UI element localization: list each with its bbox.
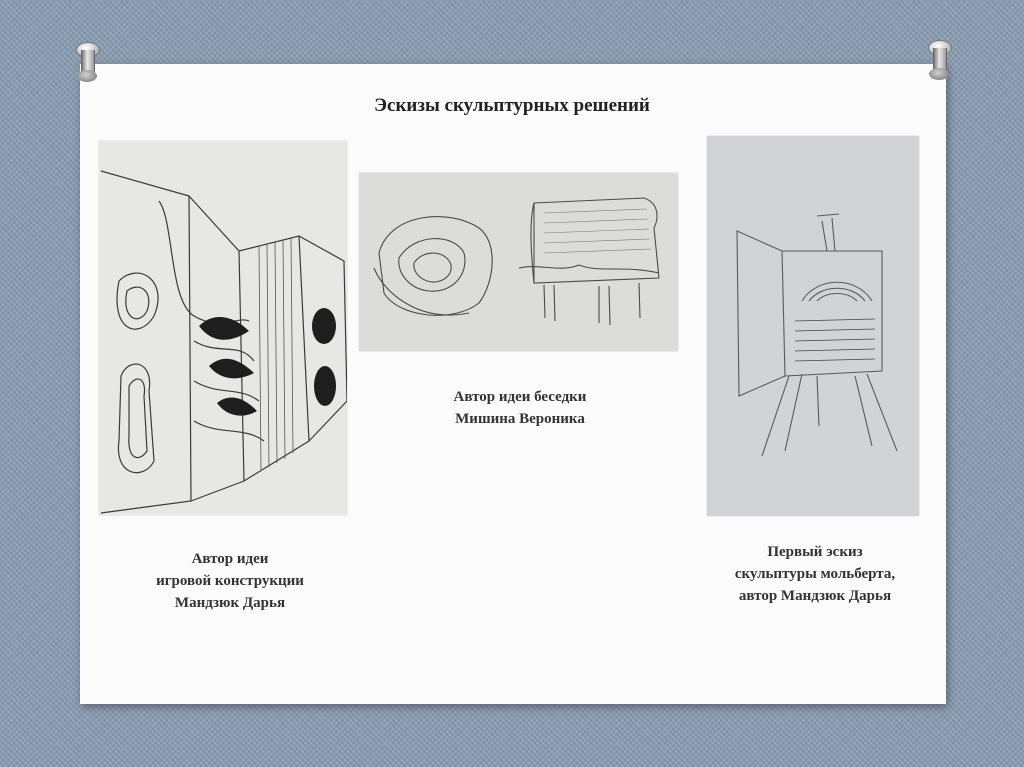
caption-right-line: скульптуры мольберта, [734, 566, 896, 582]
sketch-easel [707, 136, 919, 516]
caption-center-line: Мишина Вероника [455, 411, 585, 427]
sketch-play-construction [99, 141, 347, 515]
caption-left-line: Автор идеи [191, 551, 269, 567]
sketch-gazebo [359, 173, 678, 351]
caption-center [415, 386, 625, 430]
caption-right [695, 541, 935, 607]
pushpin-icon [924, 40, 954, 84]
caption-right-line: автор Мандзюк Дарья [738, 588, 892, 604]
pushpin-icon [72, 42, 102, 86]
caption-left [130, 548, 330, 614]
caption-left-line: Мандзюк Дарья [174, 595, 286, 611]
caption-center-line: Автор идеи беседки [453, 389, 587, 405]
slide-title: Эскизы скульптурных решений [374, 95, 650, 116]
caption-left-line: игровой конструкции [156, 573, 304, 589]
caption-right-line: Первый эскиз [767, 544, 863, 560]
